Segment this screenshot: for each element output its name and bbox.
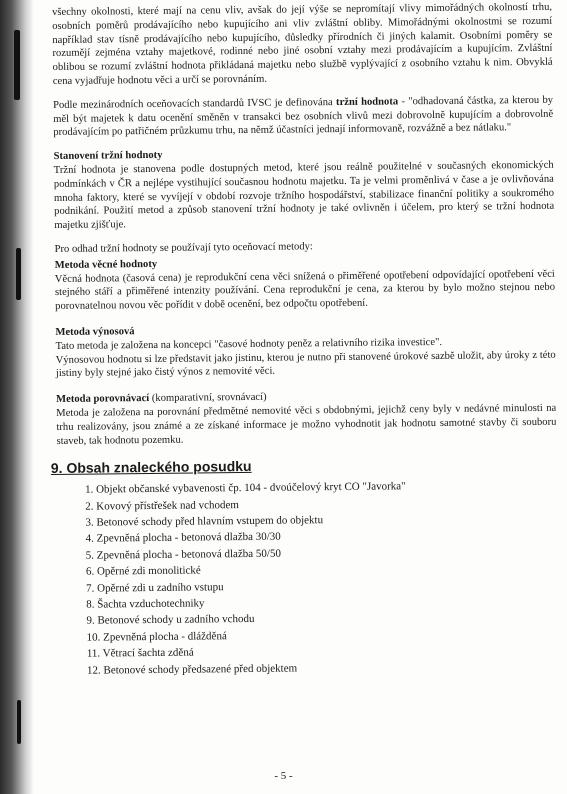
scan-binding-mark <box>14 30 20 100</box>
list-item: 12. Betonové schody předsazené před objektem <box>86 662 298 677</box>
list-item: 9. Betonové schody u zadního vchodu <box>86 613 255 628</box>
list-item: 3. Betonové schody před hlavním vstupem do objektu <box>85 514 324 529</box>
term-market-value: tržní hodnota <box>335 96 399 108</box>
list-item: 8. Šachta vzduchotechniky <box>86 597 205 611</box>
list-item: 1. Objekt občanské vybavenosti čp. 104 - dvoúčelový kryt CO "Javorka" <box>85 480 406 496</box>
method-comparative-aside: (komparativní, srovnávací) <box>149 391 267 405</box>
intro-paragraph-2 <box>53 94 553 141</box>
contents-list <box>57 477 559 679</box>
page-number: - 5 - <box>274 770 293 782</box>
heading-method-income: Metoda výnosová <box>55 326 135 338</box>
list-item: 6. Opěrné zdi monolitické <box>85 564 201 578</box>
scan-shadow-edge <box>0 0 34 794</box>
intro-p2-post: - "odhadovaná částka, za kterou by měl být majetek k datu ocenění směněn v transakci bez osobních vlivů mezi dobrovolně kupujícím a dobrovolně prodávajícím po patřičném průzkumu trhu, na němž účastníci jednají informovaně, rozvážně a bez nátlaku." <box>53 94 554 139</box>
list-item: 10. Zpevněná plocha - dlážděná <box>86 629 227 644</box>
page-content <box>52 1 559 679</box>
heading-method-real-value: Metoda věcné hodnoty <box>54 258 158 271</box>
method-income-line-1: Tato metoda je založena na koncepci "časové hodnoty peněz a relativního rizika investice". <box>55 336 443 352</box>
methods-intro: Pro odhad tržní hodnoty se používají tyto oceňovací metody: <box>54 241 313 255</box>
method-comparative-name: Metoda porovnávací <box>56 393 150 406</box>
list-item: 11. Větrací šachta zděná <box>86 646 194 660</box>
list-item: 7. Opěrné zdi u zadního vstupu <box>86 580 224 595</box>
scan-binding-mark <box>16 248 21 300</box>
list-item: 5. Zpevněná plocha - betonová dlažba 50/50 <box>85 547 281 562</box>
section-9-title: 9. Obsah znaleckého posudku <box>50 458 252 477</box>
list-item: 2. Kovový přístřešek nad vchodem <box>85 498 239 513</box>
method-income-paragraph: Výnosovou hodnotu si lze představit jako jistinu, kterou je nutno při stanovené úrokové sazbě uložit, aby úroky z této jistiny byly stejné jako čistý výnos z nemovité věci. <box>55 349 556 380</box>
heading-market-value: Stanovení tržní hodnoty <box>53 150 163 163</box>
market-value-paragraph: Tržní hodnota je stanovena podle dostupných metod, které jsou reálně použitelné v současných ekonomických podmínkách v ČR a nejlépe vystihující současnou hodnotu majetku. Ta je velmi proměnlivá v čase a je ovlivňována mnoha faktory, které se vyvíjejí v období rozvoje tržního hospodářství, stabilizace finanční politiky a soukromého podnikání. Použití metod a způsob stanovení tržní hodnoty je také ovlivněn i účelem, pro který se tržní hodnota majetku zjišťuje. <box>53 159 555 232</box>
intro-p2-pre: Podle mezinárodních oceňovacích standardů IVSC je definována <box>52 96 337 111</box>
scan-binding-mark <box>17 700 21 744</box>
method-comparative-paragraph: Metoda je založena na porovnání předmětné nemovité věci s obdobnými, jejichž ceny byly v nedávné minulosti na trhu realizovány, jsou známé a ze získané informace je možno vyhodnotit jak hodnotu samotné stavby či souboru staveb, tak hodnotu pozemku. <box>56 402 557 447</box>
intro-paragraph-1: všechny okolnosti, které mají na cenu vliv, avšak do její výše se nepromítají vlivy mimořádných okolností trhu, osobních poměrů prodávajícího nebo kupujícího ani vliv zvláštní obliby. Mimořádnými okolnostmi se rozumí například stav tísně prodávajícího nebo kupujícího, důsledky přírodních či jiných kalamit. Osobními poměry se rozumějí zejména vztahy majetkové, rodinné nebo jiné osobní vztahy mezi prodávajícím a kupujícím. Zvláštní oblibou se rozumí zvláštní hodnota přikládaná majetku nebo službě vyplývající z osobního vztahu k nim. Obvyklá cena vyjadřuje hodnotu věci a určí se porovnáním. <box>52 1 553 87</box>
list-item: 4. Zpevněná plocha - betonová dlažba 30/30 <box>85 530 281 546</box>
method-real-value-paragraph: Věcná hodnota (časová cena) je reprodukční cena věci snížená o přiměřené opotřebení odpovídající opotřebení věci stejného stáří a přiměřené intenzity používání. Cena reprodukční je cena, za kterou by bylo možno stejnou nebo porovnatelnou novou věc pořídit v době ocenění, bez odpočtu opotřebení. <box>54 268 556 313</box>
